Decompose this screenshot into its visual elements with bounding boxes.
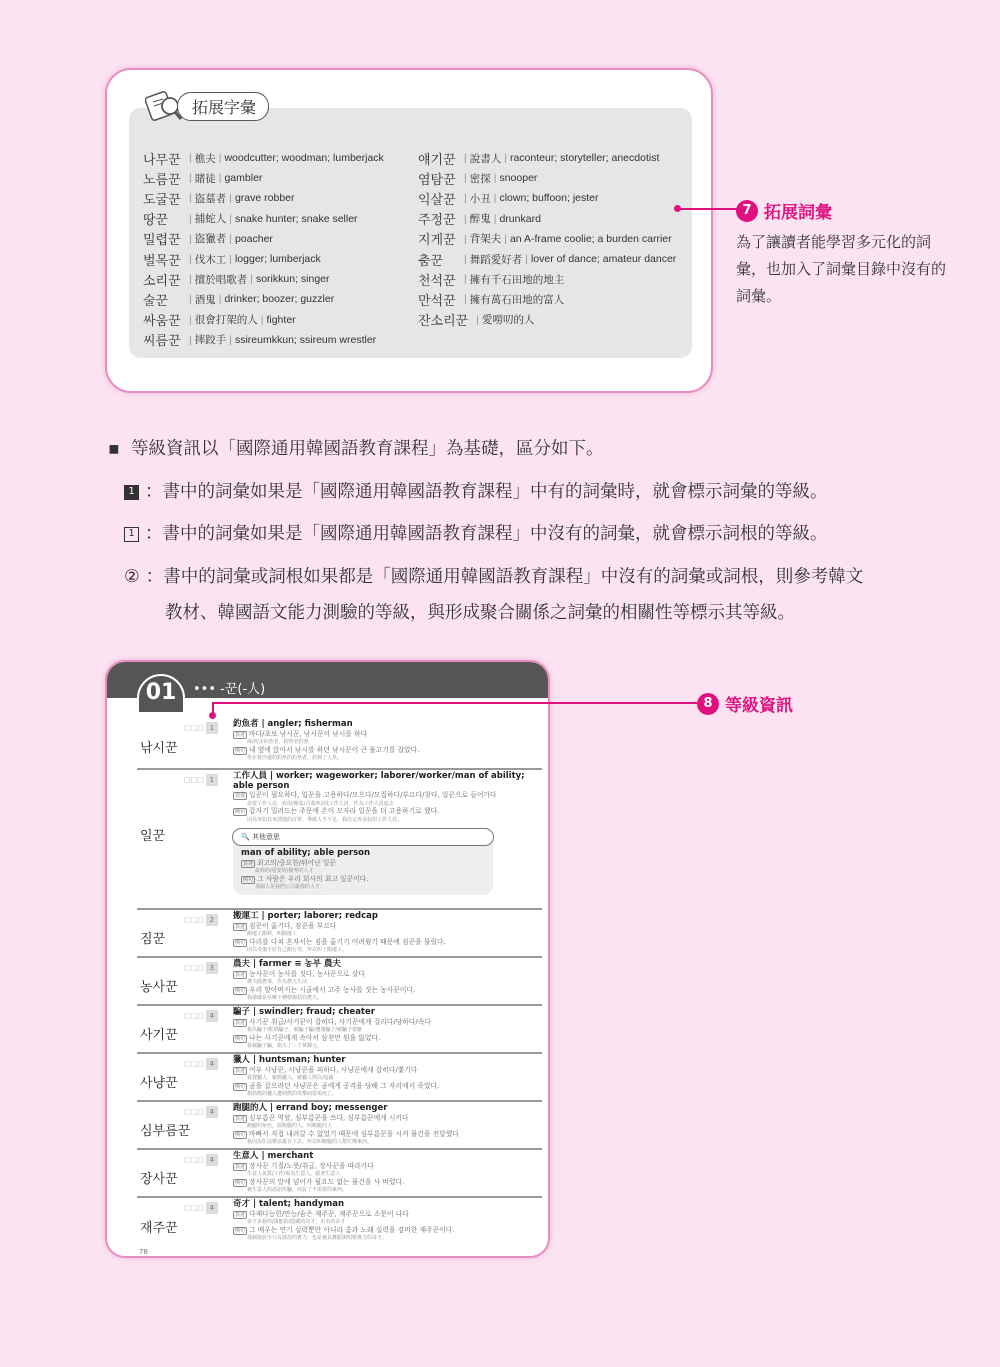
- callout-8-title: 等級資訊: [725, 696, 793, 716]
- level-number: 4: [206, 1154, 218, 1166]
- example-translation: 被生意人的話語所騙，而買了不需要的東西。: [247, 1187, 348, 1193]
- circled-level-icon: ②: [124, 567, 140, 587]
- outline-level-box-icon: 1: [124, 527, 139, 542]
- other-meaning-popup: [232, 828, 494, 895]
- divider: |: [229, 333, 232, 346]
- collocation-translation: 跑腿的角色，雇跑腿的人，叫跑腿的人: [247, 1123, 333, 1129]
- entry-meaning: 獵人 | huntsman; hunter: [233, 1055, 346, 1065]
- vocab-chinese: 盜獵者: [194, 233, 227, 246]
- vocab-chinese: 說書人: [469, 152, 502, 165]
- vocab-item: [143, 148, 384, 168]
- level-indicator: □□□ 3: [184, 962, 218, 974]
- level-number: 4: [206, 1010, 218, 1022]
- collocation-tag: 表達: [235, 971, 246, 978]
- entry-meaning: 農夫 | farmer ≡ 농부 農夫: [233, 959, 341, 969]
- level-item-text: ：書中的詞彙或詞根如果都是「國際通用韓國語教育課程」中沒有的詞彙或詞根，則參考韓文: [145, 567, 864, 587]
- entry-meaning: 跑腿的人 | errand boy; messenger: [233, 1103, 388, 1113]
- dictionary-entry: [137, 1148, 542, 1196]
- level-item-text: ：書中的詞彙如果是「國際通用韓國語教育課程」中沒有的詞彙，就會標示詞根的等級。: [145, 524, 828, 544]
- vocab-item: [143, 188, 384, 208]
- vocab-item: [143, 168, 384, 188]
- expand-vocab-title: 拓展字彙: [177, 92, 269, 121]
- chapter-number: 01: [137, 674, 185, 714]
- example-sentence: 그 배우는 연기 실력뿐만 아니라 춤과 노래 실력을 겸비한 재주꾼이다.: [249, 1225, 455, 1234]
- headword: 사기꾼: [140, 1028, 178, 1043]
- divider: |: [493, 212, 497, 225]
- callout-8-line: [212, 702, 697, 704]
- vocab-english: snake hunter; snake seller: [234, 212, 358, 225]
- chapter-header: [107, 662, 548, 705]
- level-indicator: □□□ 2: [184, 914, 218, 926]
- dictionary-entry: [137, 1100, 542, 1148]
- divider: |: [260, 313, 264, 326]
- collocation-translation: 多才多藝的/萬能的/隱藏的奇才，出名的奇才: [247, 1219, 346, 1225]
- collocation-tag: 表達: [235, 1211, 246, 1218]
- vocab-chinese: 樵夫: [194, 152, 216, 165]
- example-tag: 例句: [235, 1131, 246, 1138]
- callout-7-body: 為了讓讀者能學習多元化的詞彙，也加入了詞彙目錄中沒有的詞彙。: [736, 233, 947, 305]
- example-translation: 因為突如其來湧進的訂單，導致人手不足，我決定再多雇用工作人員。: [247, 816, 403, 823]
- vocab-english: clown; buffoon; jester: [499, 192, 599, 205]
- vocab-korean: 소리꾼: [143, 272, 181, 288]
- vocab-korean: 땅꾼: [143, 212, 169, 228]
- vocab-chinese: 小丑: [469, 192, 491, 205]
- example-sentence: 바빠서 직접 내려갈 수 없었기 때문에 심부름꾼을 시켜 물건을 전달했다: [249, 1129, 459, 1138]
- level-number: 3: [206, 962, 218, 974]
- example-translation: 想抓熊的獵人遭到熊的攻擊而當場死亡。: [247, 1091, 338, 1097]
- sample-page: [105, 660, 550, 1258]
- collocation-tag: 表達: [235, 731, 246, 738]
- collocation-tag: 表達: [235, 1115, 246, 1122]
- collocation-tag: 表達: [243, 860, 254, 867]
- divider: |: [229, 253, 232, 266]
- vocab-item: [143, 269, 384, 289]
- popup-collocation: 최고의/중요한/뛰어난 일꾼: [257, 858, 336, 867]
- example-tag: 例句: [235, 939, 246, 946]
- headword: 장사꾼: [140, 1172, 178, 1187]
- collocation: 사기꾼 취급/사기꾼이 잡히다, 사기꾼에게 걸리다/당하다/속다: [249, 1017, 431, 1026]
- vocab-korean: 만석꾼: [418, 292, 456, 308]
- level-number: 1: [206, 774, 218, 786]
- vocab-english: logger; lumberjack: [234, 253, 321, 266]
- dictionary-entry: [137, 956, 542, 1004]
- popup-collocation-translation: 最棒的/重要的/優秀的人才: [255, 868, 314, 874]
- divider: |: [189, 333, 192, 346]
- divider: |: [189, 172, 192, 185]
- divider: |: [189, 313, 192, 326]
- level-indicator: □□□ 4: [184, 1202, 218, 1214]
- level-indicator: □□□ 4: [184, 1106, 218, 1118]
- vocab-korean: 술꾼: [143, 292, 169, 308]
- vocab-korean: 벌목꾼: [143, 252, 181, 268]
- example-translation: 我因為忙沒辦法親自下去，所以叫跑腿的人幫忙傳東西。: [247, 1139, 373, 1145]
- headword: 일꾼: [140, 829, 166, 844]
- popup-label: 其他意思: [251, 833, 280, 841]
- vocab-korean: 씨름꾼: [143, 333, 181, 349]
- vocab-english: gambler: [224, 172, 263, 185]
- example-sentence: 곰을 잡으려던 사냥꾼은 곰에게 공격을 당해 그 자리에서 죽었다.: [249, 1081, 440, 1090]
- divider: |: [229, 212, 232, 225]
- vocab-chinese: 舞蹈愛好者: [469, 253, 523, 266]
- bullet: ▪: [108, 439, 120, 459]
- collocation-tag: 表達: [235, 923, 246, 930]
- collocation: 일꾼이 필요하다, 일꾼을 고용하다/모으다/모집하다/부르다/찾다, 일꾼으로 들어가다: [249, 791, 497, 799]
- example-tag: 例句: [235, 747, 246, 754]
- filled-level-box-icon: 1: [124, 485, 139, 500]
- divider: |: [504, 152, 507, 165]
- divider: |: [464, 253, 467, 266]
- headword: 심부름꾼: [140, 1124, 191, 1139]
- divider: |: [218, 293, 222, 306]
- collocation-tag: 表達: [235, 1163, 246, 1170]
- example-tag: 例句: [243, 876, 254, 883]
- vocab-english: ssireumkkun; ssireum wrestler: [234, 333, 377, 346]
- level-number: 2: [206, 914, 218, 926]
- divider: |: [250, 273, 253, 286]
- collocation-tag: 表達: [235, 1019, 246, 1026]
- example-tag: 例句: [235, 1035, 246, 1042]
- vocab-chinese: 擁有萬石田地的富人: [469, 293, 565, 306]
- collocation-translation: 狐狸獵人，避開獵人，被獵人抓住/追捕: [247, 1075, 334, 1081]
- level-item-circle: [124, 563, 863, 588]
- divider: |: [218, 152, 222, 165]
- vocab-korean: 지게꾼: [418, 232, 456, 248]
- vocab-chinese: 摔跤手: [194, 334, 227, 347]
- collocation: 심부름꾼 역할, 심부름꾼을 쓰다, 심부름꾼에게 시키다: [249, 1113, 409, 1122]
- vocab-item: [418, 289, 676, 309]
- divider: |: [189, 273, 192, 286]
- vocab-korean: 나무꾼: [143, 151, 181, 167]
- divider: |: [464, 232, 467, 245]
- divider: |: [464, 212, 467, 225]
- vocab-item: [143, 209, 384, 229]
- vocab-item: [418, 148, 676, 168]
- vocab-korean: 춤꾼: [418, 252, 444, 268]
- example-sentence: 내 옆에 앉아서 낚시를 하던 낚시꾼이 큰 물고기를 잡았다.: [249, 745, 420, 754]
- divider: |: [189, 232, 192, 245]
- vocab-chinese: 捕蛇人: [194, 213, 227, 226]
- entry-meaning: 生意人 | merchant: [233, 1151, 314, 1161]
- callout-7-number: 7: [736, 200, 758, 222]
- vocab-english: lover of dance; amateur dancer: [530, 253, 677, 266]
- divider: |: [464, 192, 467, 205]
- collocation: 짐꾼이 옮기다, 짐꾼을 부르다: [249, 921, 337, 930]
- vocab-english: drinker; boozer; guzzler: [224, 293, 335, 306]
- other-meaning-search: 🔍 其他意思: [232, 828, 494, 846]
- headword: 농사꾼: [140, 980, 178, 995]
- vocab-item: [418, 310, 676, 330]
- collocation: 농사꾼이 농사를 짓다, 농사꾼으로 살다: [249, 969, 365, 978]
- chapter-title: ••• -꾼(-人): [193, 682, 266, 697]
- headword: 낚시꾼: [140, 741, 178, 756]
- vocab-chinese: 背架夫: [469, 233, 502, 246]
- dictionary-entry: [137, 718, 542, 768]
- collocation: 다재다능한/만능/숨은 재주꾼, 재주꾼으로 소문이 나다: [249, 1209, 409, 1218]
- vocab-column-left: [143, 148, 384, 350]
- collocation: 여우 사냥꾼, 사냥꾼을 피하다, 사냥꾼에게 잡히다/쫓기다: [249, 1065, 418, 1074]
- divider: |: [218, 172, 222, 185]
- example-translation: 坐在我旁邊的釣魚的釣魚者，釣到了大魚。: [247, 755, 343, 761]
- callout-7-title: 拓展詞彙: [764, 203, 832, 223]
- dictionary-entry: [137, 1196, 542, 1246]
- level-number: 4: [206, 1202, 218, 1214]
- vocab-item: [418, 249, 676, 269]
- divider: |: [464, 152, 467, 165]
- divider: |: [189, 152, 192, 165]
- collocation-translation: 需要工作人員，雇用/聚集/召募/叫/找工作人員，作為工作人員進去: [247, 800, 394, 807]
- vocab-chinese: 醉鬼: [469, 213, 491, 226]
- callout-7-line: [678, 208, 738, 210]
- collocation-translation: 視為騙子/抓到騙子，被騙子騙/遭遇騙子/被騙子蒙蔽: [247, 1027, 363, 1033]
- vocab-chinese: 很會打架的人: [194, 314, 258, 327]
- vocab-chinese: 酒鬼: [194, 293, 216, 306]
- vocab-chinese: 賭徒: [194, 172, 216, 185]
- headword: 재주꾼: [140, 1221, 178, 1236]
- example-sentence: 우리 할아버지는 시골에서 고주 농사를 짓는 농사꾼이다.: [249, 985, 416, 994]
- example-translation: 我被騙子騙，損失了三千萬韓元。: [247, 1043, 323, 1049]
- example-sentence: 나는 사기꾼에게 속아서 삼천만 원을 잃었다.: [249, 1033, 381, 1042]
- divider: |: [493, 172, 497, 185]
- level-item-circle-cont: 教材、韓國語文能力測驗的等級，與形成聚合關係之詞彙的相關性等標示其等級。: [165, 603, 795, 623]
- popup-example: 그 사람은 우리 회사의 최고 일꾼이다.: [257, 874, 369, 883]
- callout-8: [697, 691, 793, 716]
- popup-example-translation: 那個人是我們公司最棒的人才。: [255, 884, 326, 890]
- vocab-korean: 주정꾼: [418, 212, 456, 228]
- vocab-item: [418, 188, 676, 208]
- collocation-translation: 生意人氣質/工作/視為生意人，跟著生意人: [247, 1171, 341, 1177]
- example-translation: 我爺爺是在鄉下種植棉桔的農夫。: [247, 995, 323, 1001]
- level-item-text: ：書中的詞彙如果是「國際通用韓國語教育課程」中有的詞彙時，就會標示詞彙的等級。: [145, 482, 828, 502]
- entry-meaning: 搬運工 | porter; laborer; redcap: [233, 911, 378, 921]
- vocab-english: poacher: [234, 232, 273, 245]
- example-sentence: 다리를 다쳐 혼자서는 짐을 옮기기 어려웠기 때문에 짐꾼을 불렀다.: [249, 937, 446, 946]
- vocab-item: [418, 168, 676, 188]
- divider: |: [229, 192, 232, 205]
- vocab-english: sorikkun; singer: [255, 273, 330, 286]
- entry-meaning: 騙子 | swindler; fraud; cheater: [233, 1007, 375, 1017]
- vocab-korean: 노름꾼: [143, 171, 181, 187]
- intro-line: [108, 435, 604, 460]
- vocab-chinese: 密探: [469, 172, 491, 185]
- divider: |: [464, 273, 467, 286]
- divider: |: [476, 313, 479, 326]
- vocab-item: [143, 229, 384, 249]
- popup-meaning: man of ability; able person: [241, 848, 371, 858]
- headword: 짐꾼: [140, 932, 166, 947]
- vocab-english: raconteur; storyteller; anecdotist: [509, 152, 660, 165]
- callout-8-dot: [209, 712, 216, 719]
- divider: |: [525, 253, 528, 266]
- level-number: 1: [206, 722, 218, 734]
- vocab-korean: 천석꾼: [418, 272, 456, 288]
- dictionary-entry: [137, 1052, 542, 1100]
- example-tag: 例句: [235, 809, 246, 815]
- level-indicator: □□□ 4: [184, 1010, 218, 1022]
- vocab-item: [143, 310, 384, 330]
- dictionary-entry: [137, 908, 542, 956]
- vocab-korean: 밀렵꾼: [143, 232, 181, 248]
- entry-meaning: 奇才 | talent; handyman: [233, 1199, 345, 1209]
- vocab-korean: 얘기꾼: [418, 151, 456, 167]
- example-tag: 例句: [235, 1227, 246, 1234]
- callout-7: [736, 198, 956, 310]
- divider: |: [189, 192, 192, 205]
- vocab-korean: 싸움꾼: [143, 313, 181, 329]
- level-number: 4: [206, 1106, 218, 1118]
- vocab-chinese: 愛嘮叨的人: [481, 314, 535, 327]
- page-number: 78: [139, 1248, 148, 1256]
- collocation-tag: 表達: [235, 1067, 246, 1074]
- collocation: 장사꾼 기질/노릇/취급, 장사꾼을 따라가다: [249, 1161, 374, 1170]
- vocab-item: [143, 249, 384, 269]
- divider: |: [189, 212, 192, 225]
- example-sentence: 장사꾼의 말에 넘어가 필요도 없는 물건을 사 버렸다.: [249, 1177, 405, 1186]
- vocab-chinese: 擁有千石田地的地主: [469, 273, 565, 286]
- example-translation: 因為受傷不好自己搬行李，所以叫了搬運工。: [247, 947, 348, 953]
- vocab-korean: 잔소리꾼: [418, 313, 469, 329]
- level-indicator: □□□ 4: [184, 1154, 218, 1166]
- expand-vocab-header: [145, 88, 269, 124]
- vocab-chinese: 伐木工: [194, 253, 227, 266]
- divider: |: [464, 293, 467, 306]
- vocab-item: [418, 209, 676, 229]
- vocab-chinese: 盜墓者: [194, 192, 227, 205]
- vocab-chinese: 擅於唱歌者: [194, 273, 248, 286]
- vocab-item: [143, 289, 384, 309]
- example-tag: 例句: [235, 987, 246, 994]
- vocab-column-right: [418, 148, 676, 330]
- level-indicator: □□□ 4: [184, 1058, 218, 1070]
- vocab-list-panel: [129, 108, 692, 358]
- vocab-english: fighter: [266, 313, 296, 326]
- collocation-tag: 表達: [235, 793, 246, 799]
- divider: |: [189, 253, 192, 266]
- vocab-korean: 익살꾼: [418, 191, 456, 207]
- vocab-item: [143, 330, 384, 350]
- headword: 사냥꾼: [140, 1076, 178, 1091]
- dictionary-entry: [137, 768, 542, 908]
- vocab-english: snooper: [499, 172, 538, 185]
- collocation: 바다/초보 낚시꾼, 낚시꾼이 낚시를 하다: [249, 729, 368, 738]
- level-item-filled: [124, 478, 828, 503]
- intro-text: 等級資訊以「國際通用韓國語教育課程」為基礎，區分如下。: [131, 439, 604, 459]
- vocab-english: drunkard: [499, 212, 541, 225]
- level-indicator: □□□ 1: [184, 774, 218, 786]
- vocab-korean: 도굴꾼: [143, 191, 181, 207]
- vocab-english: an A-frame coolie; a burden carrier: [509, 232, 672, 245]
- collocation-translation: 海/初步的魚者，釣魚者釣魚: [247, 739, 309, 745]
- entry-meaning: 工作人員 | worker; wageworker; laborer/worker/man of ability; able person: [233, 771, 525, 791]
- collocation-translation: 農夫做農事，作為農夫生活: [247, 979, 308, 985]
- vocab-item: [418, 269, 676, 289]
- example-translation: 那個演員不只有演技的實力，也是兼具舞蹈與唱歌實力的奇才。: [247, 1235, 388, 1241]
- example-sentence: 갑자기 밀려드는 주문에 손이 모자라 일꾼을 더 고용하기로 했다.: [249, 807, 440, 815]
- example-tag: 例句: [235, 1179, 246, 1186]
- divider: |: [189, 293, 192, 306]
- collocation-translation: 搬運工搬移，叫搬運工: [247, 931, 298, 937]
- vocab-korean: 염탐꾼: [418, 171, 456, 187]
- divider: |: [229, 232, 232, 245]
- divider: |: [504, 232, 507, 245]
- vocab-item: [418, 229, 676, 249]
- vocab-english: woodcutter; woodman; lumberjack: [224, 152, 384, 165]
- divider: |: [464, 172, 467, 185]
- callout-8-number: 8: [697, 693, 719, 715]
- level-indicator: □□□ 1: [184, 722, 218, 734]
- example-tag: 例句: [235, 1083, 246, 1090]
- entry-meaning: 釣魚者 | angler; fisherman: [233, 719, 353, 729]
- level-item-outline: [124, 520, 828, 545]
- dictionary-entry: [137, 1004, 542, 1052]
- expand-vocab-card: [105, 68, 713, 393]
- level-number: 4: [206, 1058, 218, 1070]
- divider: |: [493, 192, 497, 205]
- vocab-english: grave robber: [234, 192, 295, 205]
